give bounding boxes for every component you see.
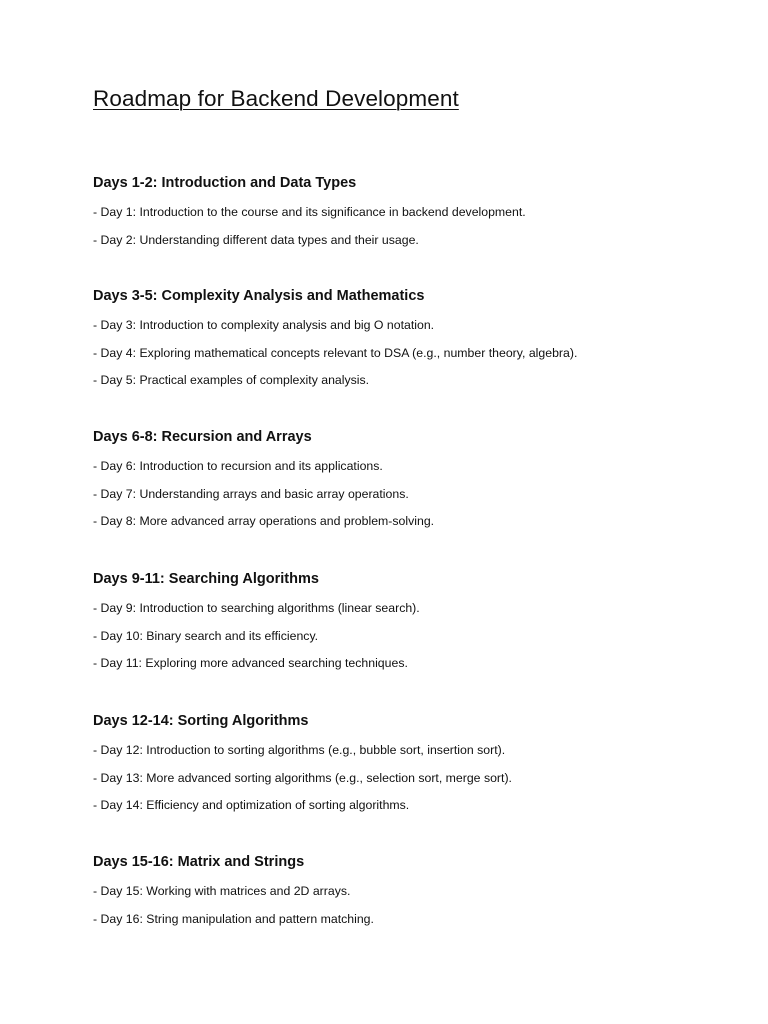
list-item: - Day 9: Introduction to searching algorithms (linear search).: [93, 601, 420, 615]
list-item: - Day 3: Introduction to complexity analysis and big O notation.: [93, 318, 435, 332]
section-heading: Days 9-11: Searching Algorithms: [93, 571, 319, 587]
section-heading: Days 12-14: Sorting Algorithms: [93, 713, 309, 729]
list-item: - Day 8: More advanced array operations and problem-solving.: [93, 514, 435, 528]
list-item: - Day 5: Practical examples of complexity analysis.: [93, 373, 370, 387]
section-days-9-11: [93, 570, 733, 671]
list-item: - Day 12: Introduction to sorting algorithms (e.g., bubble sort, insertion sort).: [93, 743, 506, 757]
section-item-list: [93, 600, 733, 671]
list-item: - Day 15: Working with matrices and 2D arrays.: [93, 884, 351, 898]
list-item: - Day 6: Introduction to recursion and its applications.: [93, 459, 383, 473]
list-item: - Day 11: Exploring more advanced searching techniques.: [93, 656, 408, 670]
section-item-list: [93, 742, 733, 813]
section-item-list: [93, 883, 733, 927]
section-heading: Days 6-8: Recursion and Arrays: [93, 429, 312, 445]
section-days-15-16: [93, 853, 733, 927]
list-item: - Day 13: More advanced sorting algorithms (e.g., selection sort, merge sort).: [93, 770, 512, 785]
section-days-3-5: [93, 287, 733, 388]
list-item: - Day 16: String manipulation and pattern matching.: [93, 911, 374, 926]
list-item: - Day 4: Exploring mathematical concepts relevant to DSA (e.g., number theory, algebra).: [93, 345, 578, 360]
section-item-list: [93, 317, 733, 388]
section-days-1-2: [93, 174, 733, 248]
section-item-list: [93, 458, 733, 529]
section-heading: Days 1-2: Introduction and Data Types: [93, 175, 357, 191]
list-item: - Day 7: Understanding arrays and basic array operations.: [93, 486, 409, 501]
page-title: Roadmap for Backend Development: [93, 86, 459, 111]
section-days-12-14: [93, 712, 733, 813]
list-item: - Day 1: Introduction to the course and its significance in backend development.: [93, 205, 526, 219]
section-item-list: [93, 204, 733, 248]
list-item: - Day 10: Binary search and its efficiency.: [93, 628, 319, 643]
section-heading: Days 3-5: Complexity Analysis and Mathematics: [93, 288, 425, 304]
list-item: - Day 14: Efficiency and optimization of sorting algorithms.: [93, 798, 410, 812]
list-item: - Day 2: Understanding different data types and their usage.: [93, 232, 419, 247]
section-days-6-8: [93, 428, 733, 529]
section-heading: Days 15-16: Matrix and Strings: [93, 854, 305, 870]
